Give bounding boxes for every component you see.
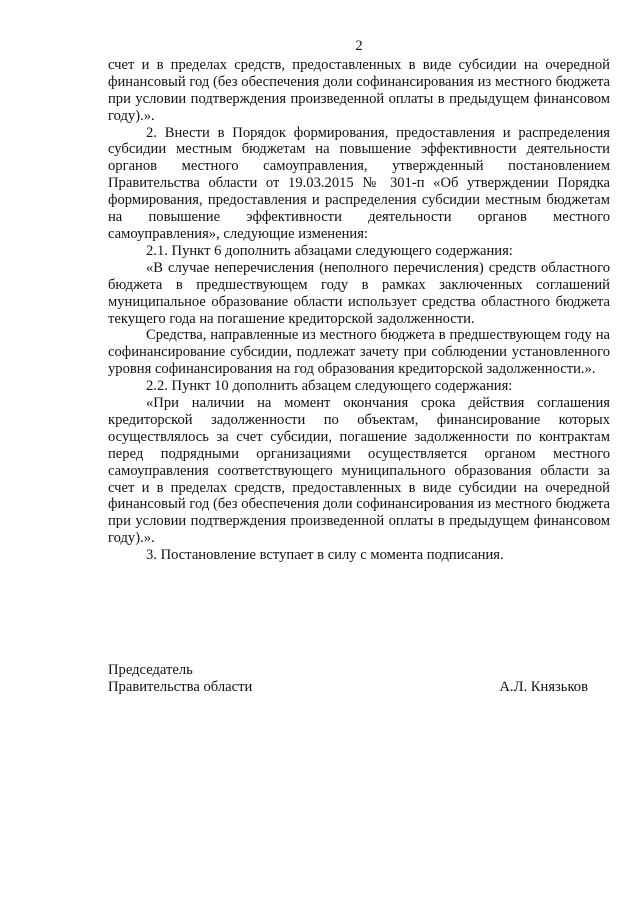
page-number: 2: [355, 38, 363, 54]
paragraph-item-2-1: 2.1. Пункт 6 дополнить абзацами следующего содержания:: [146, 242, 513, 259]
signature-block: [108, 662, 588, 696]
signatory-name: А.Л. Князьков: [499, 679, 588, 695]
paragraph-continuation: счет и в пределах средств, предоставленных в виде субсидии на очередной финансовый год (без обеспечения доли софинансирования из местного бюджета при условии подтверждения произведенной оплаты в предыдущем финансовом году).».: [108, 56, 610, 124]
paragraph-quote-2: Средства, направленные из местного бюджета в предшествующем году на софинансирование субсидии, подлежат зачету при соблюдении установленного уровня софинансирования на год образования кредиторской задолженности.».: [108, 327, 610, 378]
signatory-title-line1: Председатель: [108, 662, 193, 678]
document-body: [108, 38, 610, 564]
signature-row: [108, 679, 588, 696]
paragraph-quote-1: «В случае неперечисления (неполного перечисления) средств областного бюджета в предшествующем году в рамках заключенных соглашений муниципальное образование области использует средства областного бюджета текущего года на погашение кредиторской задолженности.: [108, 259, 610, 327]
signatory-title-line2: Правительства области: [108, 679, 253, 695]
paragraph-item-2-2: 2.2. Пункт 10 дополнить абзацем следующего содержания:: [146, 378, 513, 395]
paragraph-item-3: 3. Постановление вступает в силу с момента подписания.: [146, 547, 504, 564]
paragraph-item-2: 2. Внести в Порядок формирования, предоставления и распределения субсидии местным бюджетам на повышение эффективности деятельности органов местного самоуправления, утвержденный постановлением Правительства области от 19.03.2015 № 301-п «Об утверждении Порядка формирования, предоставления и распределения субсидии местным бюджетам на повышение эффективности деятельности органов местного самоуправления», следующие изменения:: [108, 124, 610, 242]
paragraph-quote-3: «При наличии на момент окончания срока действия соглашения кредиторской задолженности по объектам, финансирование которых осуществлялось за счет субсидии, погашение задолженности по контрактам перед подрядными организациями осуществляется органом местного самоуправления соответствующего муниципального образования области за счет и в пределах средств, предоставленных в виде субсидии на очередной финансовый год (без обеспечения доли софинансирования из местного бюджета при условии подтверждения произведенной оплаты в предыдущем финансовом году).».: [108, 395, 610, 547]
